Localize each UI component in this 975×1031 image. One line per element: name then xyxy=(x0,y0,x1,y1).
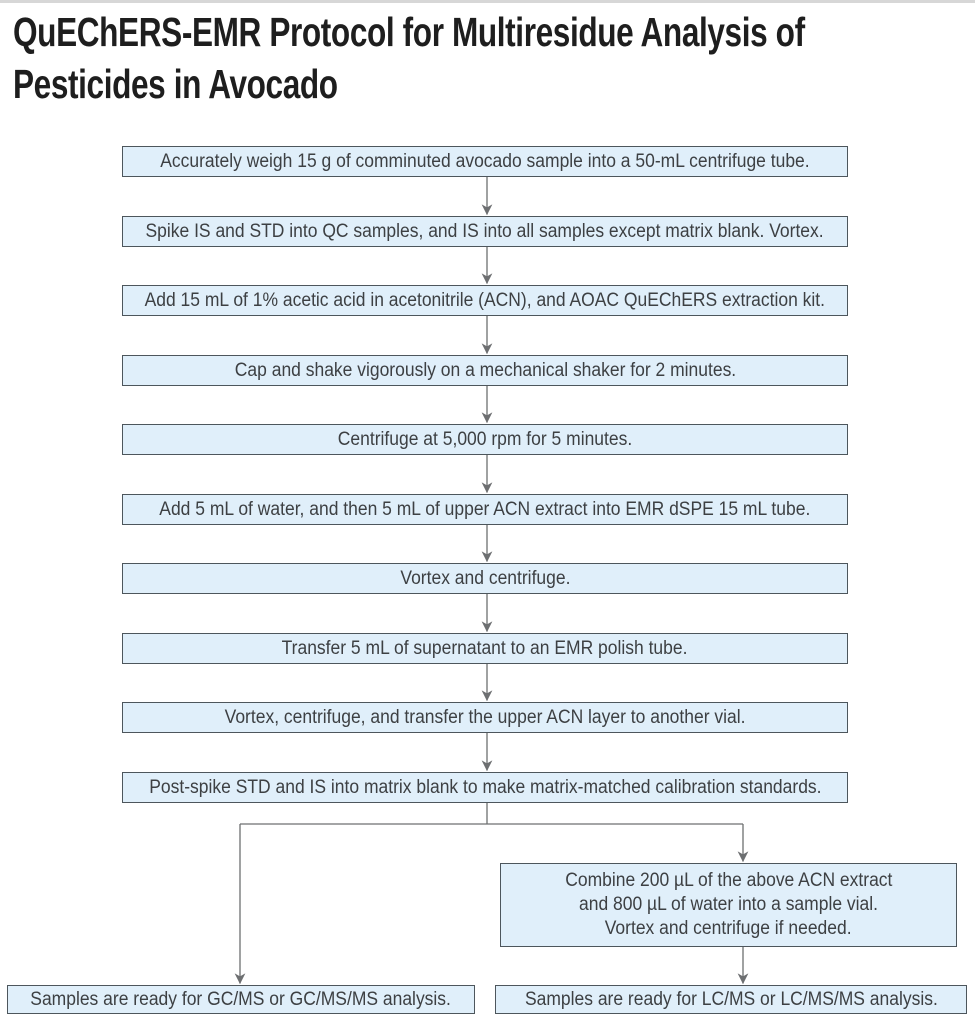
flow-step-3-label: Add 15 mL of 1% acetic acid in acetonitrile (ACN), and AOAC QuEChERS extraction kit. xyxy=(144,289,826,311)
lc-prep-line2: and 800 µL of water into a sample vial. xyxy=(579,894,878,915)
flow-step-5 xyxy=(122,424,848,455)
terminal-gc-label: Samples are ready for GC/MS or GC/MS/MS analysis. xyxy=(30,988,452,1010)
page-title xyxy=(13,6,805,110)
top-edge-line xyxy=(0,0,975,3)
flow-step-8 xyxy=(122,633,848,664)
page-title-line1: QuEChERS-EMR Protocol for Multiresidue Analysis of xyxy=(13,9,805,55)
page-title-line2: Pesticides in Avocado xyxy=(13,61,338,107)
flow-terminal-lc xyxy=(495,985,967,1014)
flow-step-10 xyxy=(122,772,848,803)
flow-step-2-label: Spike IS and STD into QC samples, and IS into all samples except matrix blank. Vortex. xyxy=(145,220,825,242)
flow-step-7 xyxy=(122,563,848,594)
flow-step-6-label: Add 5 mL of water, and then 5 mL of upper ACN extract into EMR dSPE 15 mL tube. xyxy=(159,498,811,520)
flow-step-5-label: Centrifuge at 5,000 rpm for 5 minutes. xyxy=(337,428,633,450)
lc-prep-line3: Vortex and centrifuge if needed. xyxy=(605,918,852,939)
terminal-lc-label: Samples are ready for LC/MS or LC/MS/MS analysis. xyxy=(524,988,938,1010)
flow-step-10-label: Post-spike STD and IS into matrix blank to make matrix-matched calibration standards. xyxy=(148,776,822,798)
flow-step-1 xyxy=(122,146,848,177)
flow-step-9 xyxy=(122,702,848,733)
flow-step-7-label: Vortex and centrifuge. xyxy=(399,567,571,589)
flow-step-3 xyxy=(122,285,848,316)
flow-step-2 xyxy=(122,216,848,247)
flow-step-9-label: Vortex, centrifuge, and transfer the upper ACN layer to another vial. xyxy=(224,706,746,728)
flow-step-4-label: Cap and shake vigorously on a mechanical shaker for 2 minutes. xyxy=(234,359,736,381)
flow-step-8-label: Transfer 5 mL of supernatant to an EMR polish tube. xyxy=(282,637,688,659)
flow-step-6 xyxy=(122,494,848,525)
flow-step-1-label: Accurately weigh 15 g of comminuted avocado sample into a 50-mL centrifuge tube. xyxy=(160,150,810,172)
flow-step-4 xyxy=(122,355,848,386)
flow-terminal-gc xyxy=(7,985,475,1014)
lc-prep-line1: Combine 200 µL of the above ACN extract xyxy=(564,870,893,891)
flow-step-lc-prep xyxy=(500,863,957,947)
